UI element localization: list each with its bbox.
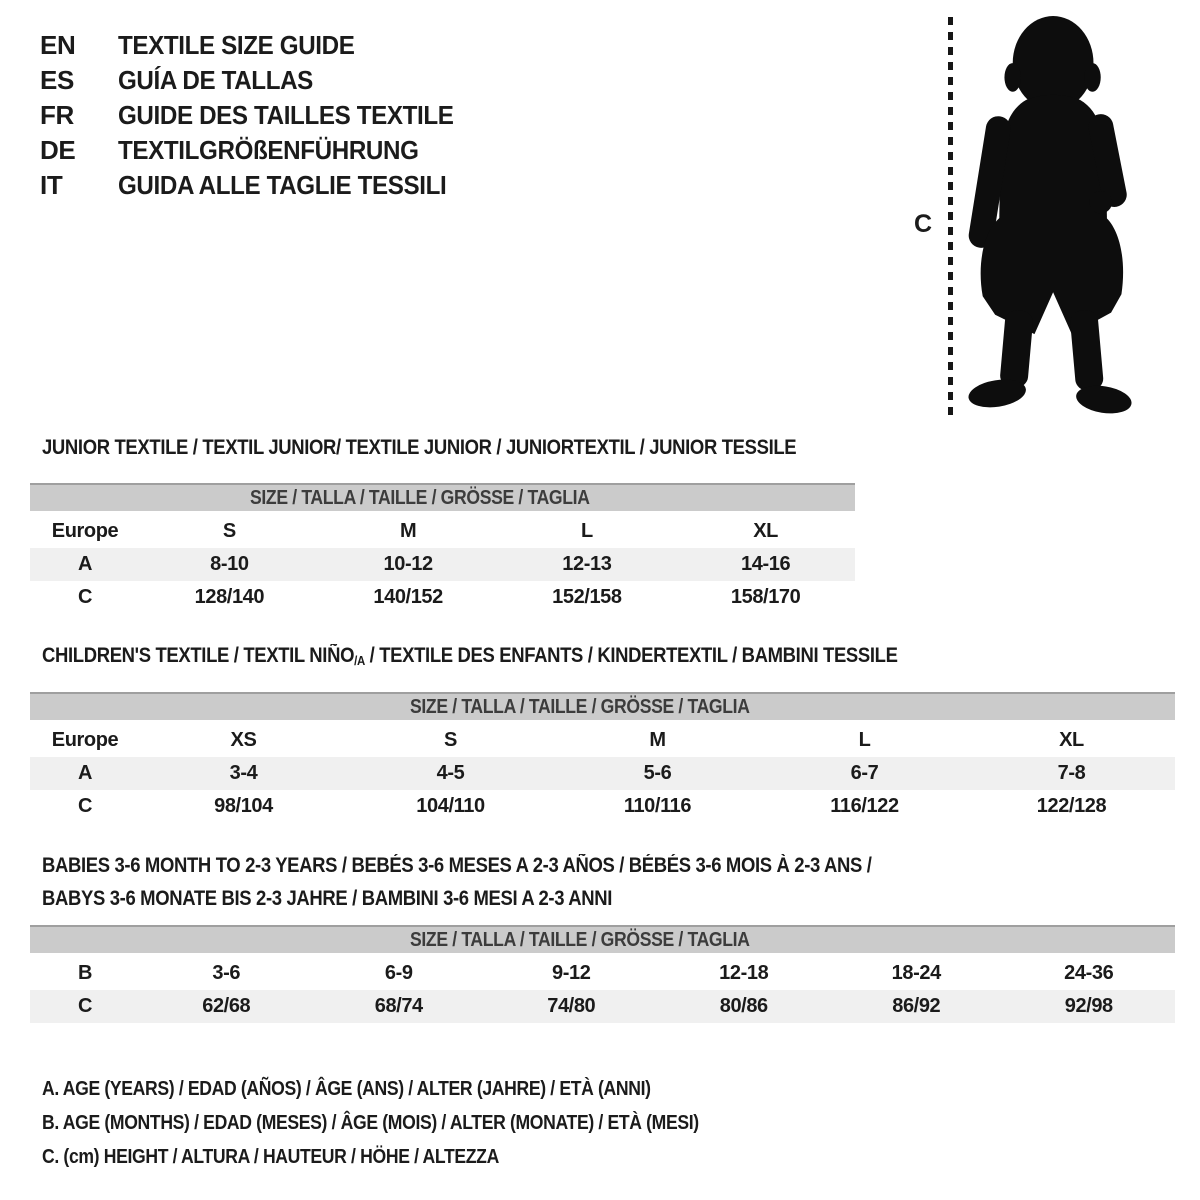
- age-cell: 12-13: [498, 548, 677, 581]
- height-cell: 86/92: [830, 990, 1003, 1023]
- size-header-label: SIZE / TALLA / TAILLE / GRÖSSE / TAGLIA: [409, 695, 750, 718]
- size-cell: XL: [753, 520, 778, 542]
- row-label: Europe: [51, 729, 119, 751]
- language-title-list: [40, 28, 479, 203]
- height-cell: 104/110: [416, 795, 485, 817]
- size-cell: S: [444, 729, 457, 751]
- age-cell: 12-18: [719, 962, 769, 984]
- height-cell: 128/140: [194, 586, 265, 608]
- height-cell: 74/80: [485, 990, 658, 1023]
- measure-legend: [42, 1072, 788, 1174]
- size-header-row: [30, 692, 1175, 724]
- height-measure-label: C: [914, 210, 932, 238]
- table-row-europe: [30, 515, 855, 548]
- height-cell: 80/86: [658, 990, 831, 1023]
- height-cell: 110/116: [623, 795, 692, 817]
- age-cell: 3-4: [140, 757, 347, 790]
- guide-title: GUIDA ALLE TAGLIE TESSILI: [118, 170, 447, 200]
- size-cell: S: [222, 520, 236, 542]
- title-row-fr: [40, 98, 479, 133]
- height-cell: 152/158: [552, 586, 622, 608]
- age-cell: 5-6: [554, 757, 761, 790]
- children-size-table: [30, 692, 1175, 823]
- title-row-it: [40, 168, 479, 203]
- size-cell: M: [649, 729, 666, 751]
- language-code: ES: [40, 65, 74, 95]
- language-code: IT: [40, 170, 63, 200]
- guide-title: TEXTILE SIZE GUIDE: [118, 30, 355, 60]
- guide-title: GUIDE DES TAILLES TEXTILE: [118, 100, 454, 130]
- table-row-europe: [30, 724, 1175, 757]
- age-cell: 4-5: [347, 757, 554, 790]
- age-cell: 10-12: [319, 548, 498, 581]
- height-cell: 68/74: [313, 990, 486, 1023]
- guide-title: TEXTILGRÖßENFÜHRUNG: [118, 135, 419, 165]
- size-cell: L: [858, 729, 871, 751]
- height-cell: 116/122: [830, 795, 899, 817]
- row-label: A: [30, 548, 140, 581]
- table-row-height: [30, 790, 1175, 823]
- legend-line-c: C. (cm) HEIGHT / ALTURA / HAUTEUR / HÖHE / ALTEZZA: [42, 1146, 499, 1168]
- language-code: DE: [40, 135, 76, 165]
- height-measure-dashed-line: [948, 17, 953, 415]
- age-cell: 9-12: [552, 962, 591, 984]
- row-label: Europe: [51, 520, 119, 542]
- legend-line-a: A. AGE (YEARS) / EDAD (AÑOS) / ÂGE (ANS) / ALTER (JAHRE) / ETÀ (ANNI): [42, 1078, 651, 1100]
- height-cell: 158/170: [730, 586, 801, 608]
- age-cell: 7-8: [968, 757, 1175, 790]
- size-header-label: SIZE / TALLA / TAILLE / GRÖSSE / TAGLIA: [409, 928, 750, 951]
- legend-line-b: B. AGE (MONTHS) / EDAD (MESES) / ÂGE (MOIS) / ALTER (MONATE) / ETÀ (MESI): [42, 1112, 699, 1134]
- guide-title: GUÍA DE TALLAS: [118, 65, 313, 95]
- height-cell: 140/152: [373, 586, 443, 608]
- title-row-en: [40, 28, 479, 63]
- height-cell: 62/68: [140, 990, 313, 1023]
- table-row-height: [30, 990, 1175, 1023]
- table-row-height: [30, 581, 855, 614]
- language-code: EN: [40, 30, 76, 60]
- size-cell: L: [580, 520, 593, 542]
- row-label: C: [30, 990, 140, 1023]
- height-cell: 122/128: [1036, 795, 1107, 817]
- nino-a-subscript: /A: [354, 652, 365, 668]
- babies-size-table: [30, 925, 1175, 1023]
- age-cell: 6-7: [761, 757, 968, 790]
- age-cell: 8-10: [140, 548, 319, 581]
- row-label: B: [77, 962, 93, 984]
- age-cell: 6-9: [384, 962, 413, 984]
- height-cell: 98/104: [214, 795, 273, 817]
- junior-size-table: [30, 483, 855, 614]
- size-header-row: [30, 483, 855, 515]
- size-cell: XS: [230, 729, 257, 751]
- language-code: FR: [40, 100, 74, 130]
- table-row-age: [30, 548, 855, 581]
- height-cell: 92/98: [1003, 990, 1176, 1023]
- table-row-age-months: [30, 957, 1175, 990]
- junior-section-title: JUNIOR TEXTILE / TEXTIL JUNIOR/ TEXTILE JUNIOR / JUNIORTEXTIL / JUNIOR TESSILE: [42, 436, 797, 459]
- row-label: A: [30, 757, 140, 790]
- age-cell: 3-6: [212, 962, 241, 984]
- title-row-es: [40, 63, 479, 98]
- row-label: C: [77, 586, 93, 608]
- table-row-age: [30, 757, 1175, 790]
- babies-section-title: BABIES 3-6 MONTH TO 2-3 YEARS / BEBÉS 3-6 MESES A 2-3 AÑOS / BÉBÉS 3-6 MOIS À 2-3 ANS / BABYS 3-6 MONATE BIS 2-3 JAHRE / BAMBINI 3-6 MESI A 2-3 ANNI: [42, 854, 872, 910]
- age-cell: 24-36: [1064, 962, 1114, 984]
- children-section-title: CHILDREN'S TEXTILE / TEXTIL NIÑO/A / TEXTILE DES ENFANTS / KINDERTEXTIL / BAMBINI TESSILE: [42, 644, 898, 668]
- toddler-silhouette-image: [962, 14, 1138, 418]
- size-cell: XL: [1059, 729, 1084, 751]
- size-header-label: SIZE / TALLA / TAILLE / GRÖSSE / TAGLIA: [249, 486, 590, 509]
- size-header-row: [30, 925, 1175, 957]
- size-cell: M: [399, 520, 417, 542]
- row-label: C: [77, 795, 93, 817]
- title-row-de: [40, 133, 479, 168]
- age-cell: 18-24: [891, 962, 941, 984]
- age-cell: 14-16: [676, 548, 855, 581]
